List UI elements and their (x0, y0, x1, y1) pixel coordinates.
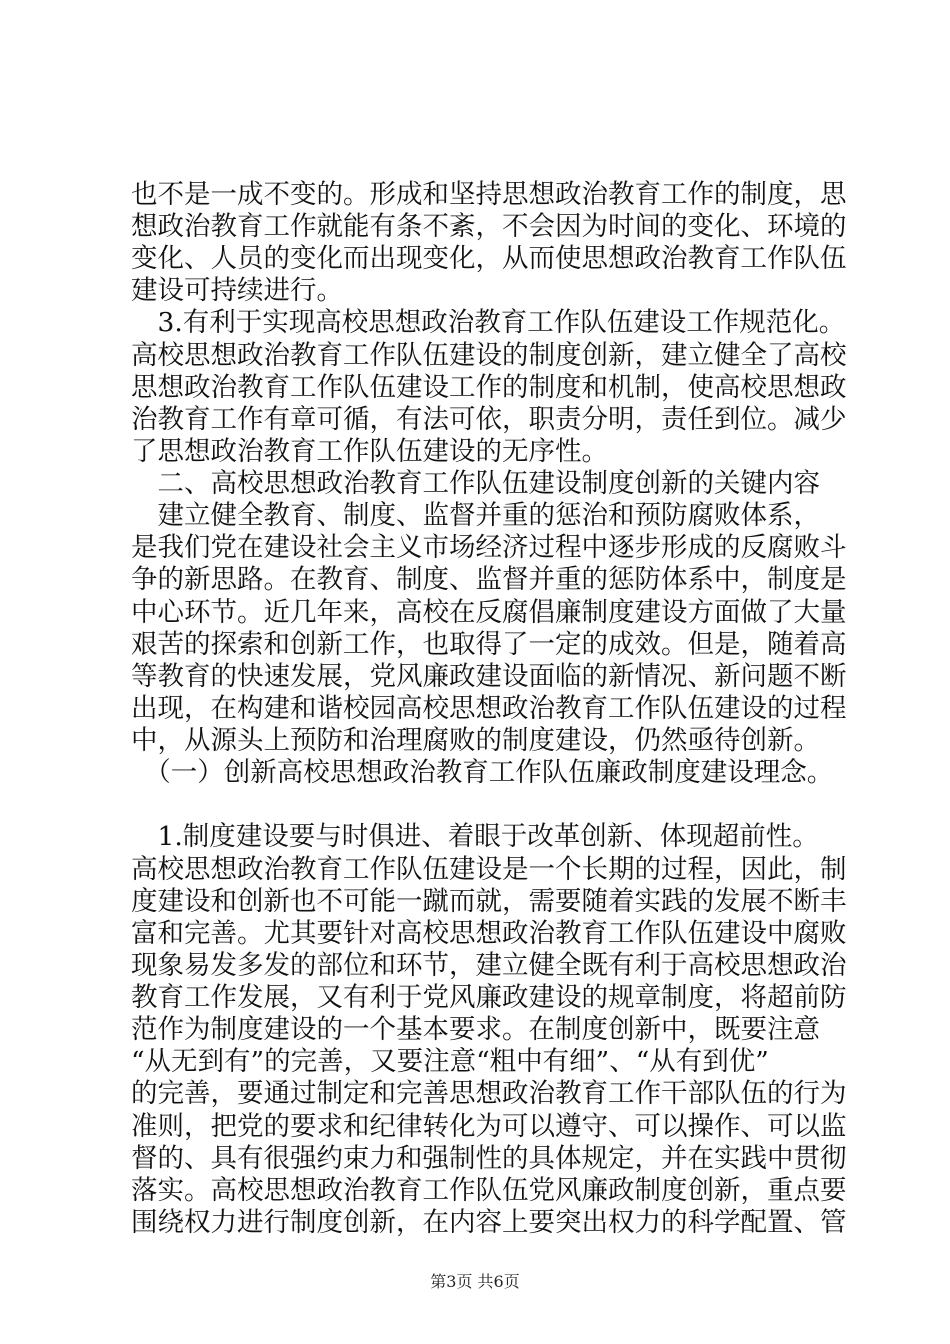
text-line: 是我们党在建设社会主义市场经济过程中逐步形成的反腐败斗 (131, 532, 847, 564)
text-line: 中，从源头上预防和治理腐败的制度建设，仍然亟待创新。 (131, 725, 820, 757)
text-line: 出现，在构建和谐校园高校思想政治教育工作队伍建设的过程 (131, 692, 847, 724)
text-line: 中心环节。近几年来，高校在反腐倡廉制度建设方面做了大量 (131, 596, 847, 628)
text-line: 1.制度建设要与时俱进、着眼于改革创新、体现超前性。 (131, 821, 819, 853)
text-line: 高校思想政治教育工作队伍建设是一个长期的过程，因此，制 (131, 853, 847, 885)
text-line: 3.有利于实现高校思想政治教育工作队伍建设工作规范化。 (131, 307, 846, 339)
text-line: 准则，把党的要求和纪律转化为可以遵守、可以操作、可以监 (131, 1110, 847, 1142)
text-line: 治教育工作有章可循，有法可依，职责分明，责任到位。减少 (131, 403, 847, 435)
text-line: 了思想政治教育工作队伍建设的无序性。 (131, 435, 608, 467)
text-line: 现象易发多发的部位和环节，建立健全既有利于高校思想政治 (131, 949, 847, 981)
section-heading: 二、高校思想政治教育工作队伍建设制度创新的关键内容 (131, 468, 820, 500)
text-line: 的完善，要通过制定和完善思想政治教育工作干部队伍的行为 (131, 1078, 847, 1110)
text-line: 高校思想政治教育工作队伍建设的制度创新，建立健全了高校 (131, 339, 847, 371)
text-line: 建立健全教育、制度、监督并重的惩治和预防腐败体系， (131, 500, 820, 532)
text-line: 变化、人员的变化而出现变化，从而使思想政治教育工作队伍 (131, 243, 847, 275)
text-line: 想政治教育工作就能有条不紊，不会因为时间的变化、环境的 (131, 211, 847, 243)
text-line: 落实。高校思想政治教育工作队伍党风廉政制度创新，重点要 (131, 1174, 847, 1206)
page-footer: 第3页 共6页 (430, 1272, 520, 1291)
text-line: 教育工作发展，又有利于党风廉政建设的规章制度，将超前防 (131, 982, 847, 1014)
text-line: 建设可持续进行。 (131, 275, 343, 307)
text-line: 度建设和创新也不可能一蹴而就，需要随着实践的发展不断丰 (131, 885, 847, 917)
subsection-heading: （一）创新高校思想政治教育工作队伍廉政制度建设理念。 (131, 757, 834, 789)
text-line: “从无到有”的完善，又要注意“粗中有细”、“从有到优” (131, 1046, 769, 1078)
text-line: 围绕权力进行制度创新，在内容上要突出权力的科学配置、管 (131, 1206, 847, 1238)
text-line: 等教育的快速发展，党风廉政建设面临的新情况、新问题不断 (131, 660, 847, 692)
text-line: 富和完善。尤其要针对高校思想政治教育工作队伍建设中腐败 (131, 917, 847, 949)
text-line: 也不是一成不变的。形成和坚持思想政治教育工作的制度，思 (131, 179, 847, 210)
text-line: 艰苦的探索和创新工作，也取得了一定的成效。但是，随着高 (131, 628, 847, 660)
text-line: 督的、具有很强约束力和强制性的具体规定，并在实践中贯彻 (131, 1142, 847, 1174)
text-line: 思想政治教育工作队伍建设工作的制度和机制，使高校思想政 (131, 371, 847, 403)
text-line: 争的新思路。在教育、制度、监督并重的惩防体系中，制度是 (131, 564, 847, 596)
text-line: 范作为制度建设的一个基本要求。在制度创新中，既要注意 (131, 1014, 820, 1046)
